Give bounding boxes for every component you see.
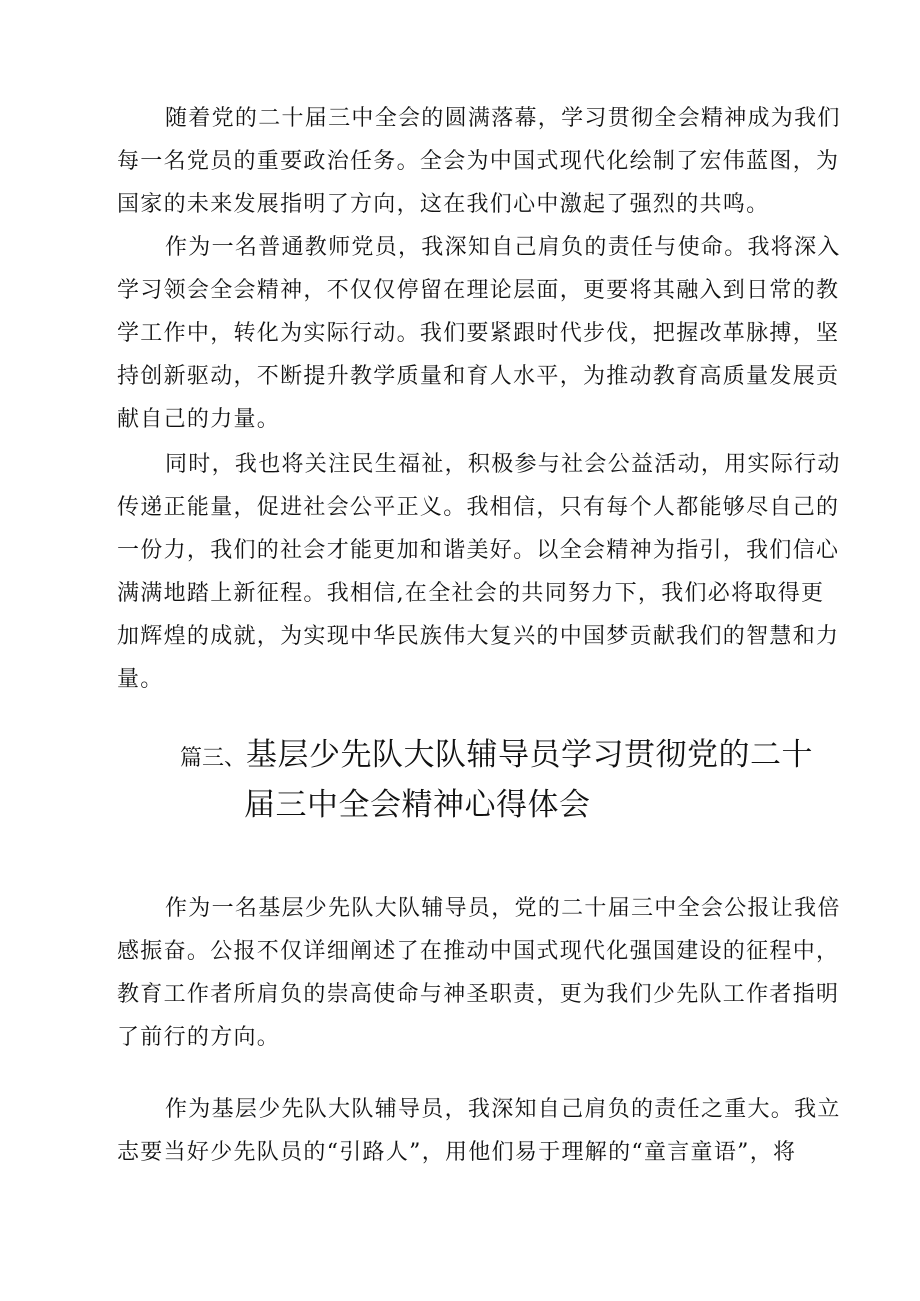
heading-line-2: [180, 780, 840, 830]
paragraph-line: 了前行的方向。: [117, 1025, 281, 1050]
paragraph-line: 随着党的二十届三中全会的圆满落幕，学习贯彻全会精神成为我们: [165, 106, 841, 131]
paragraph-3: [117, 443, 841, 701]
paragraph-line: 献自己的力量。: [117, 407, 281, 432]
paragraph-line: 传递正能量，促进社会公平正义。我相信，只有每个人都能够尽自己的: [117, 495, 840, 520]
paragraph-line: 每一名党员的重要政治任务。全会为中国式现代化绘制了宏伟蓝图，为: [117, 149, 840, 174]
paragraph-line: 国家的未来发展指明了方向，这在我们心中激起了强烈的共鸣。: [117, 192, 770, 217]
paragraph-line: 感振奋。公报不仅详细阐述了在推动中国式现代化强国建设的征程中，: [117, 939, 840, 964]
paragraph-line: 学习领会全会精神，不仅仅停留在理论层面，更要将其融入到日常的教: [117, 278, 840, 303]
paragraph-1: [117, 97, 841, 226]
paragraph-line: 满满地踏上新征程。我相信,在全社会的共同努力下，我们必将取得更: [117, 581, 825, 606]
paragraph-line: 作为一名基层少先队大队辅导员，党的二十届三中全会公报让我倍: [165, 896, 841, 921]
paragraph-line: 教育工作者所肩负的崇高使命与神圣职责，更为我们少先队工作者指明: [117, 982, 840, 1007]
paragraph-line: 加辉煌的成就，为实现中华民族伟大复兴的中国梦贡献我们的智慧和力: [117, 624, 840, 649]
heading-text-1: 基层少先队大队辅导员学习贯彻党的二十: [246, 737, 814, 773]
paragraph-line: 作为基层少先队大队辅导员，我深知自己肩负的责任之重大。我立: [165, 1097, 841, 1122]
paragraph-line: 量。: [117, 667, 164, 692]
paragraph-5: [117, 1088, 841, 1174]
paragraph-4: [117, 887, 841, 1059]
paragraph-line: 学工作中，转化为实际行动。我们要紧跟时代步伐，把握改革脉搏，坚: [117, 321, 840, 346]
paragraph-line: 持创新驱动，不断提升教学质量和育人水平，为推动教育高质量发展贡: [117, 364, 840, 389]
heading-line-1: [180, 730, 840, 780]
heading-text-2: 届三中全会精神心得体会: [244, 787, 591, 823]
paragraph-2: [117, 226, 841, 441]
paragraph-line: 一份力，我们的社会才能更加和谐美好。以全会精神为指引，我们信心: [117, 538, 840, 563]
paragraph-line: 作为一名普通教师党员，我深知自己肩负的责任与使命。我将深入: [165, 235, 841, 260]
paragraph-line: 同时，我也将关注民生福祉，积极参与社会公益活动，用实际行动: [165, 452, 841, 477]
section-heading: [180, 730, 840, 830]
paragraph-line: 志要当好少先队员的“引路人”，用他们易于理解的“童言童语”，将: [117, 1140, 797, 1165]
heading-prefix: 篇三、: [180, 746, 247, 771]
